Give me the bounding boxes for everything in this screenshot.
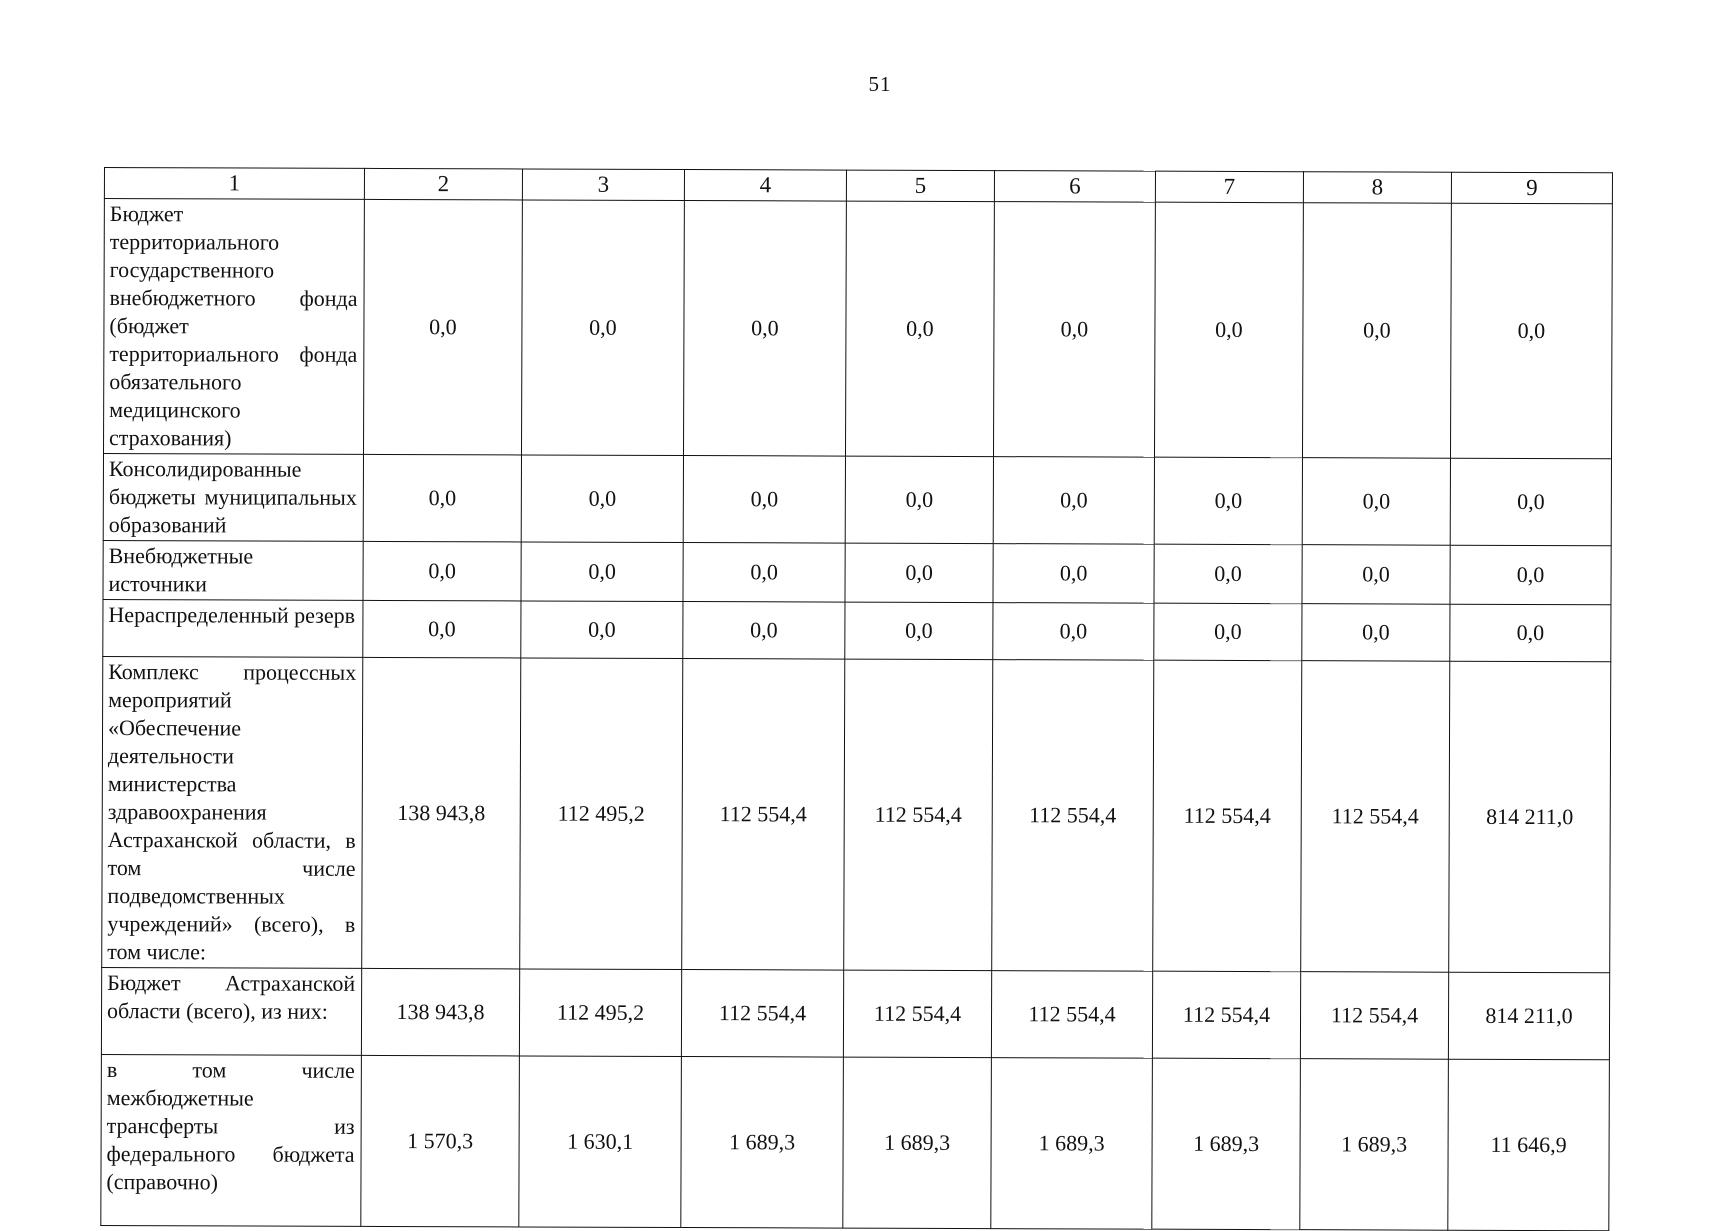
table-cell: 1 689,3 xyxy=(843,1057,992,1229)
table-cell: 0,0 xyxy=(521,601,683,659)
table-cell: 0,0 xyxy=(1302,203,1451,459)
table-cell: 112 495,2 xyxy=(519,969,681,1057)
table-row xyxy=(103,540,1611,604)
table-cell: 0,0 xyxy=(1154,603,1302,661)
table-cell: 112 554,4 xyxy=(991,971,1152,1059)
table-cell: 11 646,9 xyxy=(1448,1059,1610,1231)
table-cell: 0,0 xyxy=(1450,458,1611,546)
page-number: 51 xyxy=(868,72,892,96)
table-cell: 1 689,3 xyxy=(991,1058,1153,1230)
column-header: 8 xyxy=(1303,172,1451,204)
table-cell: 112 554,4 xyxy=(1301,661,1450,973)
column-header: 6 xyxy=(994,171,1155,203)
table-cell: 0,0 xyxy=(845,543,993,603)
table-cell: 0,0 xyxy=(993,202,1155,458)
row-label: Бюджет Астраханской области (всего), из них: xyxy=(101,967,361,1055)
table-cell: 1 570,3 xyxy=(361,1055,520,1227)
column-header: 9 xyxy=(1451,172,1612,204)
table-cell: 0,0 xyxy=(1450,203,1612,459)
table-cell: 0,0 xyxy=(683,543,845,603)
table-cell: 0,0 xyxy=(993,457,1154,545)
table-cell: 0,0 xyxy=(1302,604,1450,662)
table-row xyxy=(103,199,1612,459)
row-label: Комплекс процессных мероприятий «Обеспечение деятельности министерства здравоохранения Астраханской области, в том числе подведомственных учреждений» (всего), в том числе: xyxy=(102,656,363,968)
table-cell: 138 943,8 xyxy=(362,657,521,969)
table-cell: 0,0 xyxy=(845,201,994,457)
column-header: 2 xyxy=(364,168,522,200)
table-cell: 0,0 xyxy=(521,455,683,543)
table-cell: 0,0 xyxy=(521,200,684,456)
table-cell: 0,0 xyxy=(1302,545,1450,605)
table-row xyxy=(103,454,1611,546)
table-cell: 1 689,3 xyxy=(1300,1059,1449,1231)
column-header: 3 xyxy=(522,169,684,201)
table-cell: 0,0 xyxy=(521,542,683,602)
table-cell: 112 554,4 xyxy=(1153,660,1302,972)
row-label: Нераспределенный резерв xyxy=(103,599,363,657)
row-label: Бюджет территориального государственного внебюджетного фонда (бюджет территориального фонда обязательного медицинского страхования) xyxy=(103,199,364,455)
table-cell: 0,0 xyxy=(1154,457,1302,545)
budget-table xyxy=(100,167,1613,1231)
table-cell: 0,0 xyxy=(1154,202,1303,458)
table-cell: 112 554,4 xyxy=(1300,972,1448,1060)
table-row xyxy=(102,656,1611,972)
table-cell: 138 943,8 xyxy=(361,968,519,1056)
table-cell: 0,0 xyxy=(363,541,521,601)
table-cell: 0,0 xyxy=(845,602,993,660)
table-row xyxy=(101,1054,1610,1230)
table-row xyxy=(103,599,1611,661)
table-cell: 814 211,0 xyxy=(1448,972,1609,1060)
table-cell: 814 211,0 xyxy=(1449,661,1611,973)
table-cell: 112 554,4 xyxy=(992,660,1154,972)
table-cell: 1 689,3 xyxy=(1152,1058,1301,1230)
table-cell: 112 554,4 xyxy=(844,659,993,971)
table-cell: 0,0 xyxy=(363,199,522,455)
table-cell: 0,0 xyxy=(1302,458,1450,546)
table-row xyxy=(101,967,1609,1059)
table-cell: 0,0 xyxy=(993,544,1154,604)
table-cell: 0,0 xyxy=(1450,545,1611,605)
table-cell: 1 630,1 xyxy=(519,1056,682,1228)
table-cell: 0,0 xyxy=(993,603,1154,661)
table-cell: 0,0 xyxy=(845,456,993,544)
table-cell: 0,0 xyxy=(683,602,845,660)
table-cell: 0,0 xyxy=(683,201,846,457)
row-label: Консолидированные бюджеты муниципальных образований xyxy=(103,454,363,542)
column-header: 5 xyxy=(846,170,994,202)
table-cell: 0,0 xyxy=(363,454,521,542)
row-label: в том числе межбюджетные трансферты из федерального бюджета (справочно) xyxy=(101,1054,362,1226)
table-cell: 112 554,4 xyxy=(681,970,843,1058)
table-cell: 0,0 xyxy=(363,600,521,658)
column-header: 7 xyxy=(1155,171,1303,203)
table-cell: 0,0 xyxy=(1154,544,1302,604)
row-label: Внебюджетные источники xyxy=(103,540,363,600)
table-cell: 0,0 xyxy=(683,456,845,544)
table-cell: 1 689,3 xyxy=(681,1057,844,1229)
table-cell: 112 554,4 xyxy=(1152,971,1300,1059)
table-cell: 112 554,4 xyxy=(682,659,845,971)
column-header: 4 xyxy=(684,170,846,202)
table-cell: 0,0 xyxy=(1450,604,1611,662)
table-cell: 112 554,4 xyxy=(843,970,991,1058)
table-cell: 112 495,2 xyxy=(520,658,683,970)
column-header: 1 xyxy=(104,168,364,200)
